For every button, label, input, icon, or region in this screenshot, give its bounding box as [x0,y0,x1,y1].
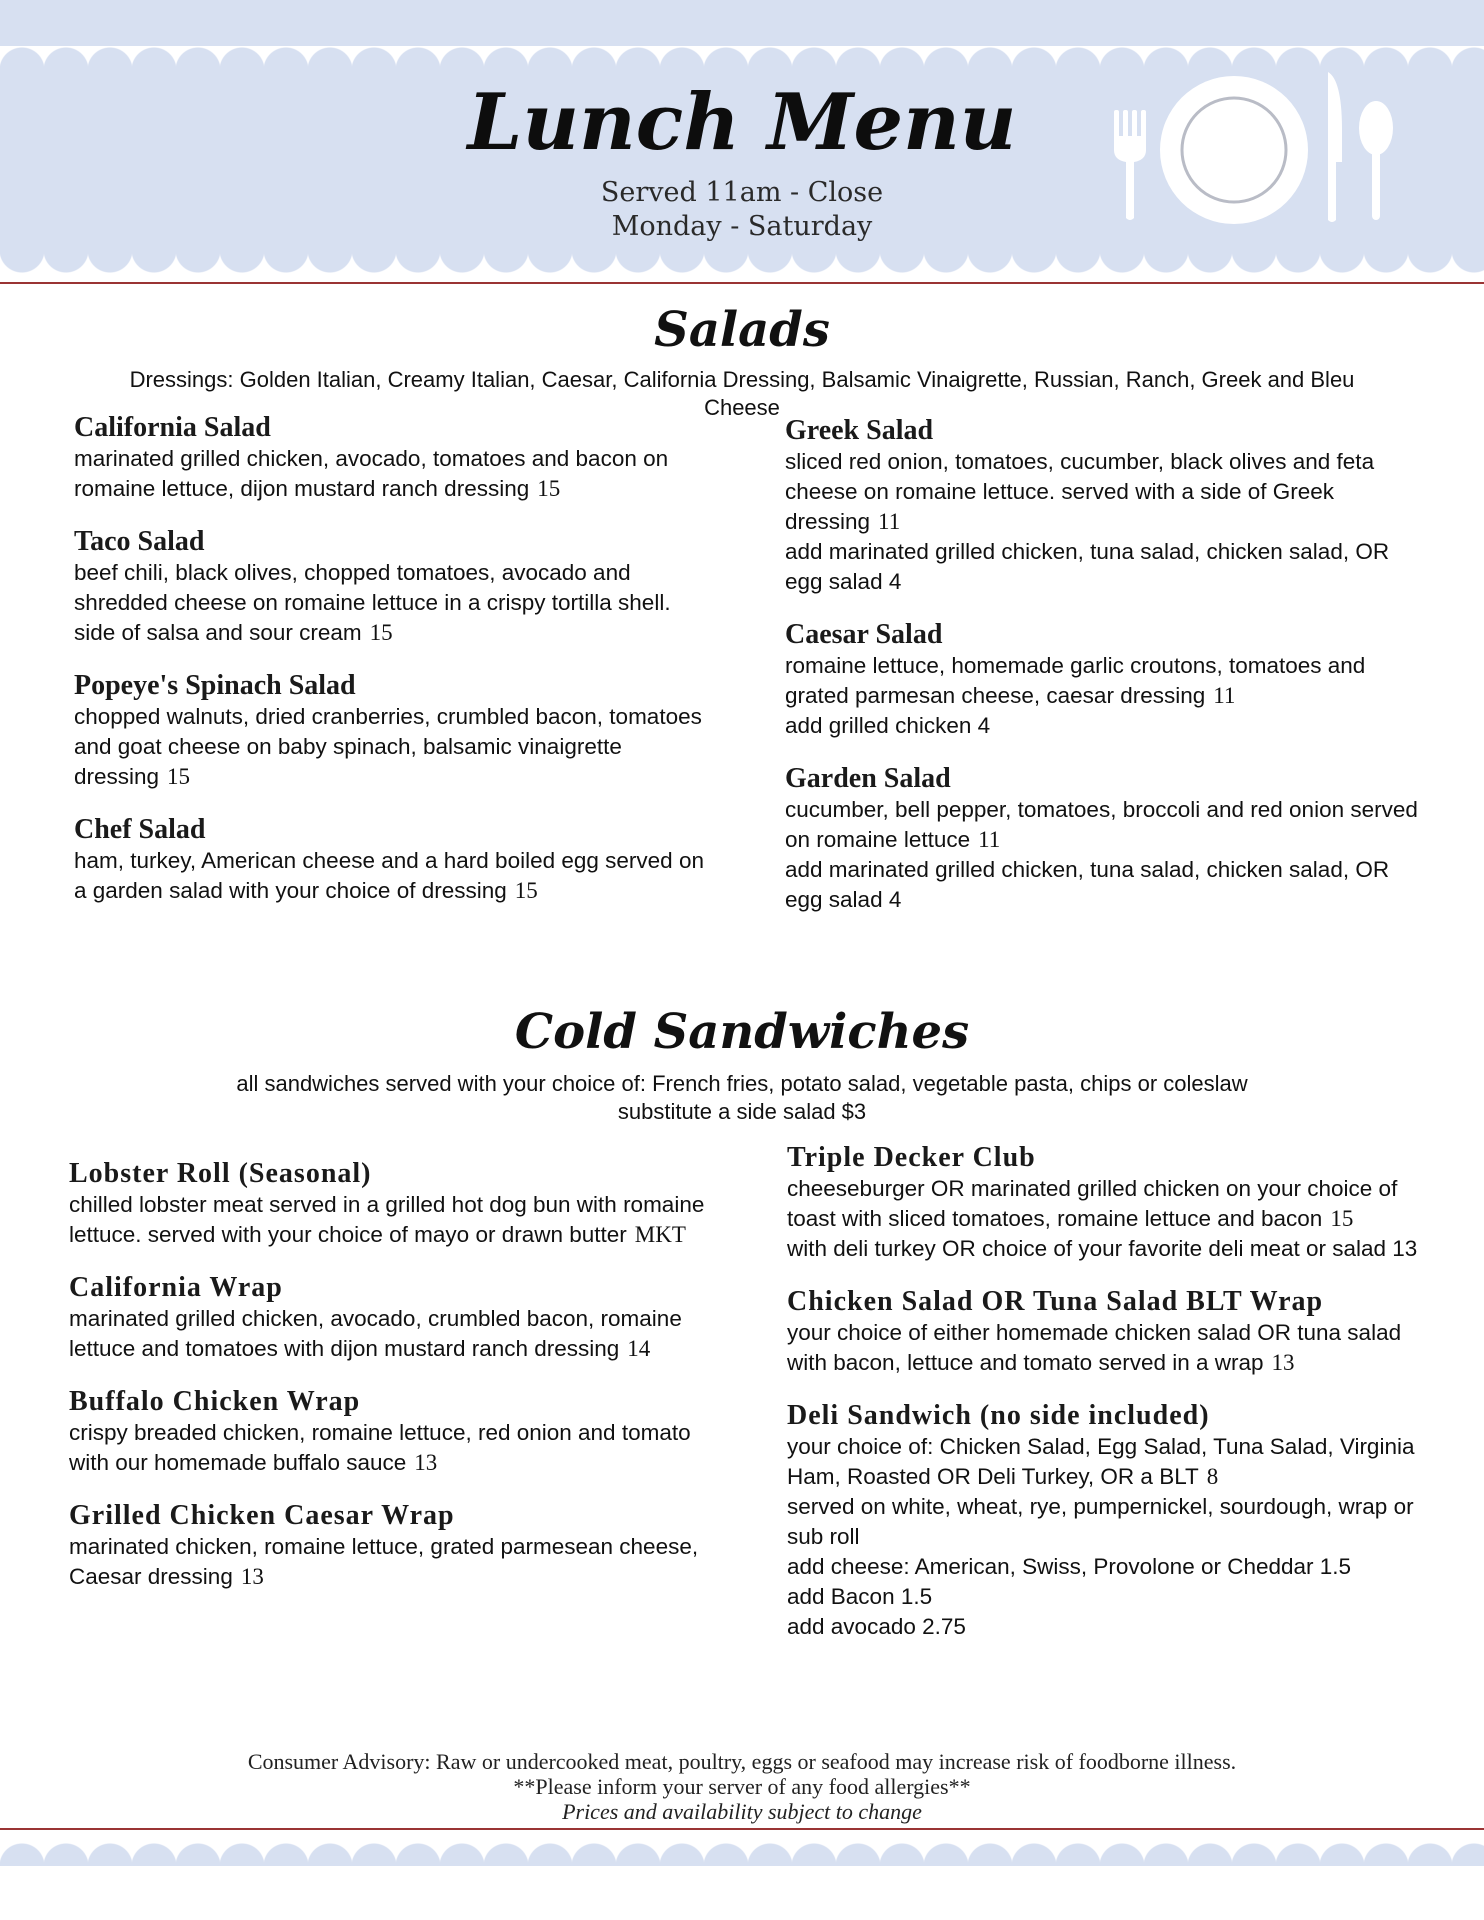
menu-item-name: Chef Salad [74,814,206,845]
header-scallop-bottom [0,250,1484,278]
menu-item [787,1286,1427,1378]
sides-note: all sandwiches served with your choice of: French fries, potato salad, vegetable pasta, chips or coleslaw [236,1071,1248,1096]
menu-item-addon: add cheese: American, Swiss, Provolone or Cheddar 1.5 [787,1554,1352,1579]
menu-item-price: 11 [878,509,901,534]
menu-item-addon: served on white, wheat, rye, pumpernickel, sourdough, wrap or sub roll [787,1494,1414,1549]
menu-item-price: 15 [1330,1206,1354,1231]
menu-item [785,415,1425,597]
menu-item-name: Taco Salad [74,526,205,557]
menu-item [69,1386,709,1478]
dressings-note: Dressings: Golden Italian, Creamy Italian, Caesar, California Dressing, Balsamic Vinaigrette, Russian, Ranch, Greek and Bleu Cheese [129,367,1355,420]
menu-item-name: California Wrap [69,1272,283,1303]
menu-item-description-text: crispy breaded chicken, romaine lettuce, red onion and tomato with our homemade buffalo sauce [69,1420,691,1475]
menu-item-description [787,1174,1427,1234]
menu-item-description-text: beef chili, black olives, chopped tomatoes, avocado and shredded cheese on romaine lettuce in a crispy tortilla shell. side of salsa and sour cream [74,560,671,645]
menu-item-description-text: chilled lobster meat served in a grilled hot dog bun with romaine lettuce. served with your choice of mayo or drawn butter [69,1192,705,1247]
menu-item [69,1272,709,1364]
menu-item [74,670,714,792]
menu-item [69,1500,709,1592]
menu-item-addon: add avocado 2.75 [787,1614,966,1639]
menu-item-name: Greek Salad [785,415,934,446]
menu-item-addon: add marinated grilled chicken, tuna salad, chicken salad, OR egg salad 4 [785,857,1390,912]
menu-item-addon: add Bacon 1.5 [787,1584,933,1609]
menu-item-price: MKT [634,1222,686,1247]
menu-item [787,1400,1427,1642]
salads-right-column [785,415,1425,937]
menu-item-name: Triple Decker Club [787,1142,1036,1173]
menu-item-description [69,1190,709,1250]
menu-item-description-text: ham, turkey, American cheese and a hard boiled egg served on a garden salad with your choice of dressing [74,848,704,903]
menu-item-description-text: cucumber, bell pepper, tomatoes, broccoli and red onion served on romaine lettuce [785,797,1418,852]
footer-band [0,1866,1484,1920]
menu-item-description-text: sliced red onion, tomatoes, cucumber, black olives and feta cheese on romaine lettuce. served with a side of Greek dressing [785,449,1375,534]
served-days: Monday - Saturday [611,211,873,242]
menu-item-description-text: romaine lettuce, homemade garlic croutons, tomatoes and grated parmesan cheese, caesar dressing [785,653,1366,708]
menu-title: Lunch Menu [467,77,1017,168]
menu-item-name: Deli Sandwich (no side included) [787,1400,1210,1431]
menu-item-description [69,1532,709,1592]
menu-item-price: 13 [414,1450,438,1475]
menu-item-name: California Salad [74,412,271,443]
salads-heading: Salads [654,302,830,358]
menu-item-name: Popeye's Spinach Salad [74,670,356,701]
served-hours: Served 11am - Close [600,177,884,208]
menu-item-addon: with deli turkey OR choice of your favorite deli meat or salad 13 [787,1236,1418,1261]
sandwiches-right-column [787,1142,1427,1664]
sandwiches-left-column [69,1158,709,1614]
menu-item-addon: add marinated grilled chicken, tuna salad, chicken salad, OR egg salad 4 [785,539,1390,594]
menu-item-price: 14 [627,1336,651,1361]
menu-item-description [787,1318,1427,1378]
menu-item-description-text: marinated grilled chicken, avocado, crumbled bacon, romaine lettuce and tomatoes with dijon mustard ranch dressing [69,1306,682,1361]
menu-item-description [785,651,1425,711]
menu-item-price: 11 [978,827,1001,852]
menu-item-description [74,846,714,906]
menu-item-name: Garden Salad [785,763,951,794]
plate-fork-knife-spoon-icon [1110,70,1400,230]
menu-item [787,1142,1427,1264]
menu-item-price: 15 [514,878,538,903]
menu-item-description [785,795,1425,855]
menu-item-addon: add grilled chicken 4 [785,713,991,738]
menu-item-description [74,558,714,648]
menu-item-price: 13 [1271,1350,1295,1375]
substitute-note: substitute a side salad $3 [617,1099,867,1124]
menu-item [785,619,1425,741]
cold-sandwiches-heading: Cold Sandwiches [514,1004,970,1060]
menu-item-price: 8 [1206,1464,1219,1489]
menu-item [69,1158,709,1250]
menu-item-name: Chicken Salad OR Tuna Salad BLT Wrap [787,1286,1324,1317]
menu-item-description-text: marinated chicken, romaine lettuce, grated parmesean cheese, Caesar dressing [69,1534,699,1589]
allergy-notice: **Please inform your server of any food allergies** [513,1774,971,1799]
menu-item [74,814,714,906]
menu-item-description [69,1304,709,1364]
menu-item-price: 15 [369,620,393,645]
header-divider [0,282,1484,284]
menu-item-description [74,444,714,504]
consumer-advisory: Consumer Advisory: Raw or undercooked meat, poultry, eggs or seafood may increase risk of foodborne illness. [247,1749,1237,1774]
menu-item-description-text: chopped walnuts, dried cranberries, crumbled bacon, tomatoes and goat cheese on baby spinach, balsamic vinaigrette dressing [74,704,702,789]
menu-item-description [74,702,714,792]
menu-item-description [785,447,1425,537]
menu-item-description [69,1418,709,1478]
menu-item-price: 15 [167,764,191,789]
menu-item-price: 11 [1213,683,1236,708]
menu-item-name: Caesar Salad [785,619,943,650]
menu-item [785,763,1425,915]
menu-item-description-text: marinated grilled chicken, avocado, tomatoes and bacon on romaine lettuce, dijon mustard ranch dressing [74,446,669,501]
menu-item [74,526,714,648]
footer-scallop [0,1838,1484,1866]
menu-item [74,412,714,504]
menu-item-name: Buffalo Chicken Wrap [69,1386,361,1417]
menu-item-description-text: cheeseburger OR marinated grilled chicken on your choice of toast with sliced tomatoes, romaine lettuce and bacon [787,1176,1398,1231]
menu-item-name: Grilled Chicken Caesar Wrap [69,1500,455,1531]
salads-left-column [74,412,714,928]
menu-item-description-text: your choice of either homemade chicken salad OR tuna salad with bacon, lettuce and tomato served in a wrap [787,1320,1402,1375]
footer-divider [0,1828,1484,1830]
menu-item-price: 15 [537,476,561,501]
prices-notice: Prices and availability subject to change [562,1799,922,1824]
menu-item-description [787,1432,1427,1492]
header-scallop-top [0,46,1484,70]
menu-item-description-text: your choice of: Chicken Salad, Egg Salad, Tuna Salad, Virginia Ham, Roasted OR Deli Turkey, OR a BLT [787,1434,1415,1489]
menu-item-price: 13 [240,1564,264,1589]
menu-item-name: Lobster Roll (Seasonal) [69,1158,372,1189]
